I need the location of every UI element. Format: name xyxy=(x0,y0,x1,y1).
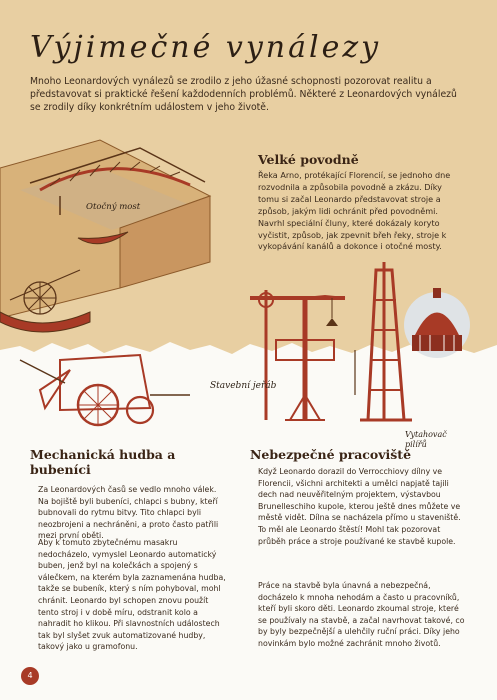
workplace-paragraph-1: Když Leonardo dorazil do Verrocchiovy dílny ve Florencii, všichni architekti a umělci napjatě tajili dech nad neuvěřitelným projektem, výstavbou Brunelleschiho kupole, kterou ještě dnes můžete ve městě vidět. Dílna se nacházela přímo u staveniště. To měl ale Leonardo štěstí! Mohl tak pozorovat průběh práce a stroje používané ke stavbě kupole. xyxy=(258,467,461,546)
lift-label: Vytahovač pilířů xyxy=(405,430,447,449)
crane-label: Stavební jeřáb xyxy=(210,381,277,391)
page-number: 4 xyxy=(21,667,39,685)
music-paragraph-2: Aby k tomuto zbytečnému masakru nedocházelo, vymyslel Leonardo automatický buben, jenž byl na kolečkách a spojený s válečkem, na kterém byla zaznamenána hudba, takže se bubeník, který s ním pohyboval, mohl chránit. Leonardo byl schopen znovu použít tento stroj i v době míru, odstranit kolo a nahradit ho klikou. Při slavnostních událostech tak byl slyšet zvuk automatizované hudby, takový jako u gramofonu. xyxy=(38,538,226,652)
intro-paragraph: Mnoho Leonardových vynálezů se zrodilo z jeho úžasné schopnosti pozorovat realitu a představovat si praktické řešení každodenních problémů. Některé z Leonardových vynálezů se zrodily díky konkrétním událostem v jeho životě. xyxy=(30,76,457,114)
workplace-paragraph-2: Práce na stavbě byla únavná a nebezpečná, docházelo k mnoha nehodám a často u pracovníků, kteří byli skoro děti. Leonardo zkoumal stroje, které se používaly na stavbě, a začal navrhovat takové, co by byly bezpečnější a ulehčily ruční práci. Díky jeho novinkám bylo možné zachránit mnoho životů. xyxy=(258,581,465,648)
workplace-heading: Nebezpečné pracoviště xyxy=(250,447,412,462)
floods-heading: Velké povodně xyxy=(258,152,359,167)
bridge-illustration xyxy=(0,140,210,332)
music-paragraph-1: Za Leonardových časů se vedlo mnoho válek. Na bojiště byli bubeníci, chlapci s bubny, kteří bubnovali do rytmu bitvy. Tito chlapci byli neozbrojeni a nechráněni, a proto často patřili mezi první oběti. xyxy=(38,485,219,541)
bridge-label: Otočný most xyxy=(86,202,141,212)
music-heading: Mechanická hudba a bubeníci xyxy=(30,447,176,477)
page-title: Výjimečné vynálezy xyxy=(30,30,382,65)
floods-paragraph: Řeka Arno, protékající Florencií, se jednoho dne rozvodnila a způsobila povodně a zkázu. Díky tomu si začal Leonardo představovat stroje a způsob, jakým lidi ochránit před povodněmi. Navrhl speciální čluny, které dokázaly koryto vyčistit, způsob, jak zpevnit břeh řeky, stroje k vykopávání kanálů a dokonce i otočné mosty. xyxy=(258,170,451,252)
dome-badge xyxy=(404,288,470,358)
